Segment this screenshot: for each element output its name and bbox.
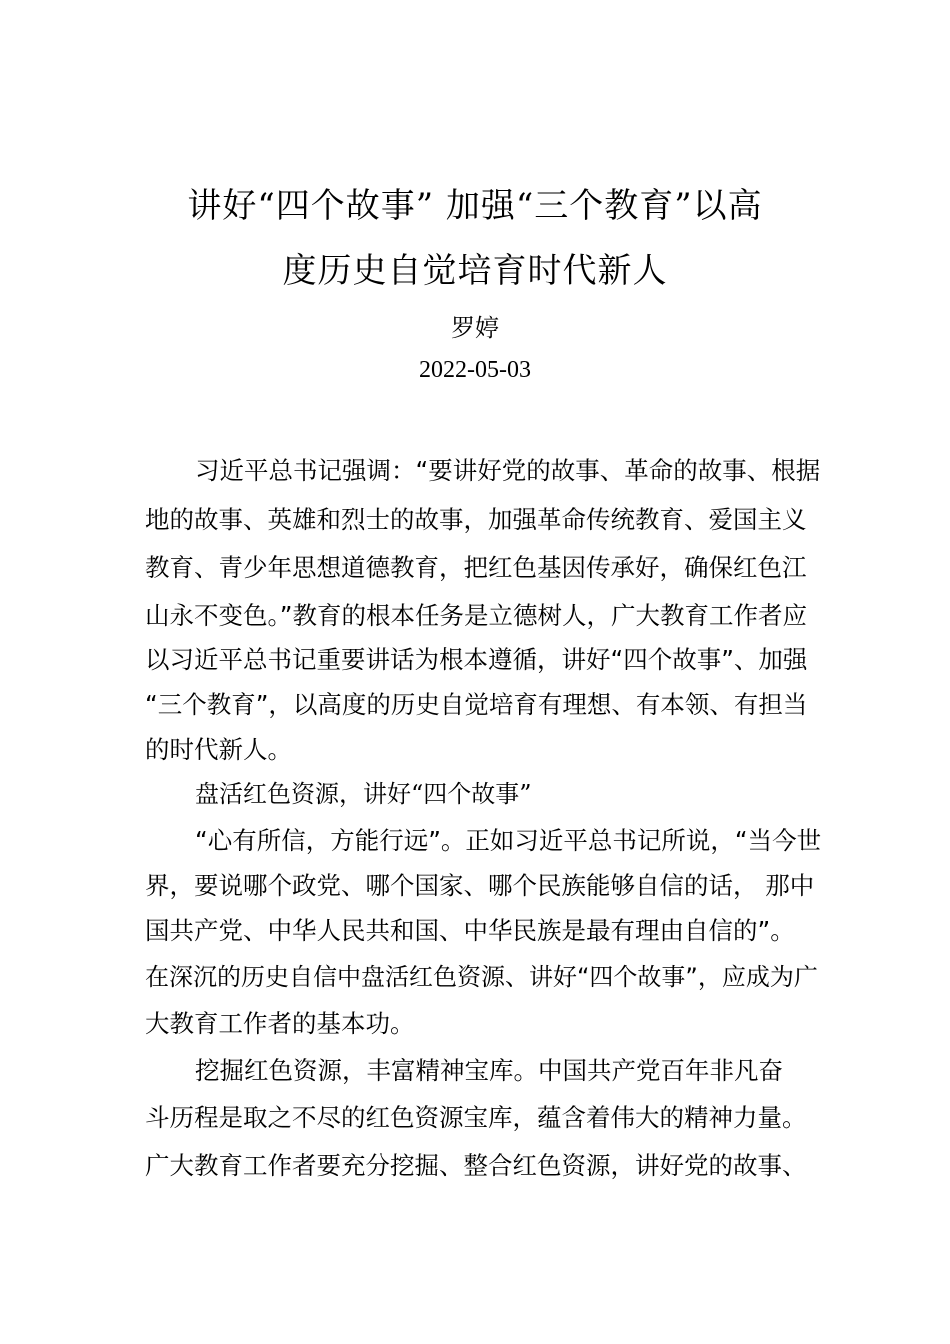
paragraph-line: 广大教育工作者要充分挖掘、整合红色资源，讲好党的故事、 bbox=[145, 1151, 807, 1180]
paragraph-line: 在深沉的历史自信中盘活红色资源、讲好“四个故事”，应成为广 bbox=[145, 963, 818, 991]
paragraph-line: 教育、青少年思想道德教育，把红色基因传承好，确保红色江 bbox=[145, 553, 807, 582]
paragraph-line: 习近平总书记强调：“要讲好党的故事、革命的故事、根据 bbox=[195, 456, 821, 485]
title-line-2: 度历史自觉培育时代新人 bbox=[282, 251, 668, 291]
paragraph-line: 斗历程是取之不尽的红色资源宝库，蕴含着伟大的精神力量。 bbox=[145, 1103, 807, 1132]
paragraph-line: 大教育工作者的基本功。 bbox=[145, 1009, 415, 1038]
paragraph-line: “心有所信，方能行远”。正如习近平总书记所说，“当今世 bbox=[195, 826, 822, 855]
publish-date: 2022-05-03 bbox=[419, 357, 531, 383]
paragraph-line: 挖掘红色资源，丰富精神宝库。中国共产党百年非凡奋 bbox=[195, 1056, 783, 1085]
paragraph-line: 地的故事、英雄和烈士的故事，加强革命传统教育、爱国主义 bbox=[145, 505, 807, 534]
paragraph-line: 国共产党、中华人民共和国、中华民族是最有理由自信的”。 bbox=[145, 916, 795, 945]
author: 罗婷 bbox=[451, 314, 499, 342]
title-line-1: 讲好“四个故事” 加强“三个教育”以高 bbox=[187, 186, 763, 226]
paragraph-line: 界，要说哪个政党、哪个国家、哪个民族能够自信的话， 那中 bbox=[145, 871, 815, 900]
paragraph-line: 山永不变色。”教育的根本任务是立德树人，广大教育工作者应 bbox=[145, 601, 807, 630]
paragraph-line: “三个教育”，以高度的历史自觉培育有理想、有本领、有担当 bbox=[145, 690, 808, 719]
paragraph-line: 以习近平总书记重要讲话为根本遵循，讲好“四个故事”、加强 bbox=[145, 645, 808, 674]
paragraph-line: 的时代新人。 bbox=[145, 735, 292, 764]
section-heading: 盘活红色资源，讲好“四个故事” bbox=[195, 780, 532, 808]
